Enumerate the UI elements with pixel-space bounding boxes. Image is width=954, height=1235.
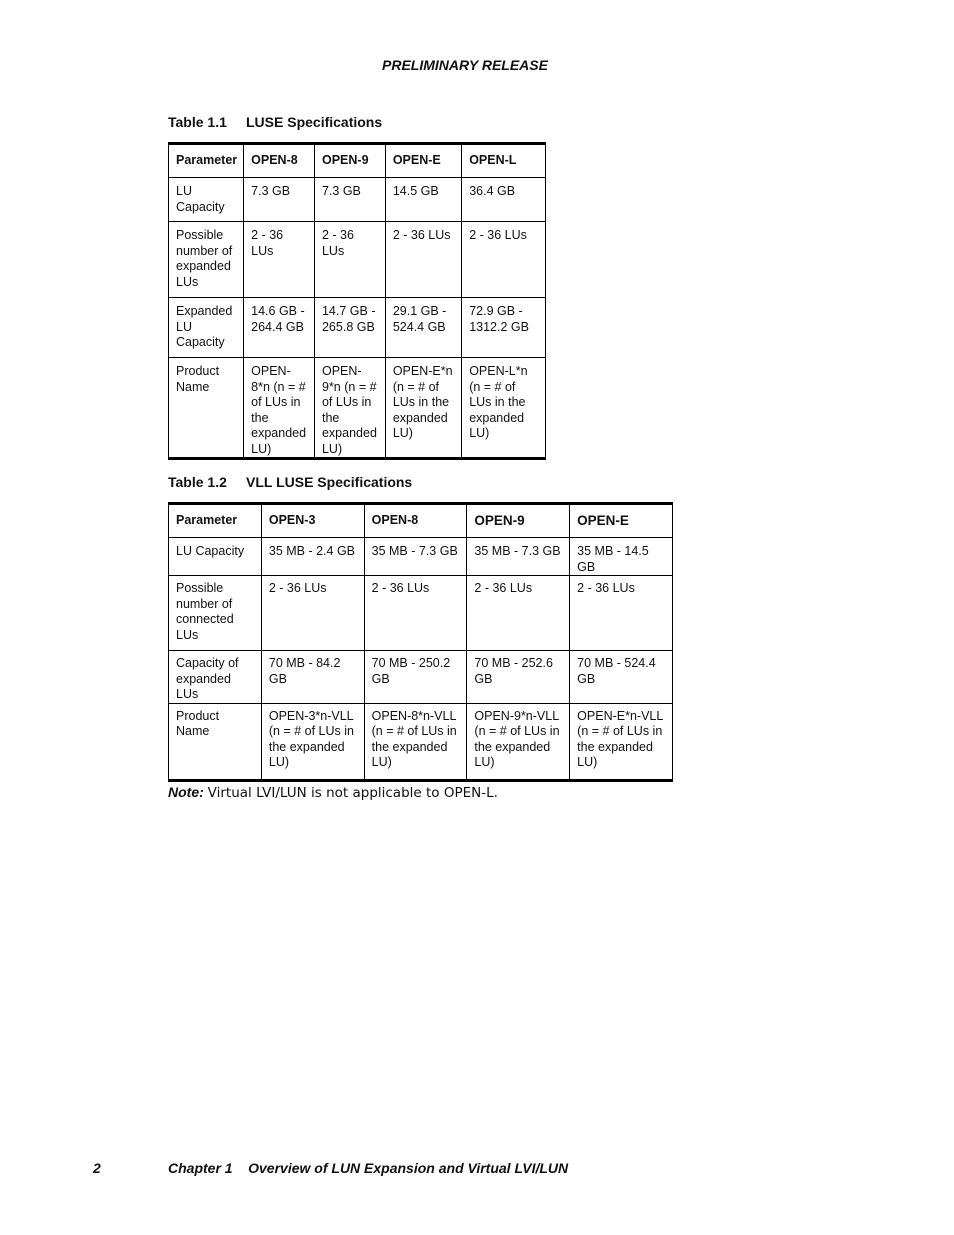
table-cell: 2 - 36 LUs <box>314 222 385 298</box>
row-label: Product Name <box>169 703 262 780</box>
note-text: Virtual LVI/LUN is not applicable to OPEN-L. <box>207 785 498 801</box>
table-header-row <box>169 144 546 178</box>
table-cell: OPEN-E*n-VLL (n = # of LUs in the expanded LU) <box>570 703 673 780</box>
table-cell: 29.1 GB - 524.4 GB <box>385 298 461 358</box>
table-cell: 70 MB - 524.4 GB <box>570 651 673 704</box>
table-cell: 14.7 GB - 265.8 GB <box>314 298 385 358</box>
table-cell: 35 MB - 7.3 GB <box>467 538 570 576</box>
table-row <box>169 222 546 298</box>
table-cell: 14.6 GB - 264.4 GB <box>244 298 315 358</box>
note <box>168 784 498 801</box>
table-cell: 72.9 GB - 1312.2 GB <box>462 298 546 358</box>
table-cell: OPEN-9*n (n = # of LUs in the expanded LU) <box>314 358 385 459</box>
row-label: LU Capacity <box>169 538 262 576</box>
column-header: OPEN-E <box>385 144 461 178</box>
table-row <box>169 298 546 358</box>
row-label: Product Name <box>169 358 244 459</box>
table2-number: Table 1.2 <box>168 474 227 490</box>
table-cell: 2 - 36 LUs <box>570 576 673 651</box>
column-header: OPEN-8 <box>364 504 467 538</box>
table-cell: 70 MB - 250.2 GB <box>364 651 467 704</box>
page-number: 2 <box>93 1160 101 1176</box>
table-cell: OPEN-8*n (n = # of LUs in the expanded LU) <box>244 358 315 459</box>
table-cell: 36.4 GB <box>462 178 546 222</box>
table-row <box>169 178 546 222</box>
table-cell: 2 - 36 LUs <box>462 222 546 298</box>
table-cell: 2 - 36 LUs <box>261 576 364 651</box>
table-cell: OPEN-E*n (n = # of LUs in the expanded LU) <box>385 358 461 459</box>
table-row <box>169 538 673 576</box>
vll-luse-specifications-table <box>168 502 673 782</box>
column-header: Parameter <box>169 144 244 178</box>
column-header: OPEN-8 <box>244 144 315 178</box>
table-cell: 2 - 36 LUs <box>385 222 461 298</box>
table-cell: OPEN-8*n-VLL (n = # of LUs in the expanded LU) <box>364 703 467 780</box>
column-header: OPEN-E <box>570 504 673 538</box>
table-row <box>169 651 673 704</box>
column-header: Parameter <box>169 504 262 538</box>
table-header-row <box>169 504 673 538</box>
table-cell: 2 - 36 LUs <box>364 576 467 651</box>
table-cell: 35 MB - 7.3 GB <box>364 538 467 576</box>
table-row <box>169 703 673 780</box>
row-label: Possible number of connected LUs <box>169 576 262 651</box>
table-cell: 7.3 GB <box>314 178 385 222</box>
table-cell: OPEN-3*n-VLL (n = # of LUs in the expanded LU) <box>261 703 364 780</box>
table-cell: 7.3 GB <box>244 178 315 222</box>
table-cell: 14.5 GB <box>385 178 461 222</box>
table2-title: VLL LUSE Specifications <box>246 474 413 490</box>
table-cell: 35 MB - 14.5 GB <box>570 538 673 576</box>
table2-caption <box>168 474 412 490</box>
table1-title: LUSE Specifications <box>246 114 383 130</box>
row-label: Expanded LU Capacity <box>169 298 244 358</box>
table-cell: OPEN-L*n (n = # of LUs in the expanded LU) <box>462 358 546 459</box>
table-row <box>169 358 546 459</box>
note-label: Note: <box>168 784 204 800</box>
column-header: OPEN-L <box>462 144 546 178</box>
row-label: LU Capacity <box>169 178 244 222</box>
table-cell: 70 MB - 84.2 GB <box>261 651 364 704</box>
row-label: Capacity of expanded LUs <box>169 651 262 704</box>
release-label: PRELIMINARY RELEASE <box>382 57 548 73</box>
chapter-title: Chapter 1 Overview of LUN Expansion and Virtual LVI/LUN <box>168 1160 569 1176</box>
row-label: Possible number of expanded LUs <box>169 222 244 298</box>
table-cell: 70 MB - 252.6 GB <box>467 651 570 704</box>
table-cell: 35 MB - 2.4 GB <box>261 538 364 576</box>
luse-specifications-table <box>168 142 546 460</box>
table-cell: 2 - 36 LUs <box>244 222 315 298</box>
table-cell: OPEN-9*n-VLL (n = # of LUs in the expanded LU) <box>467 703 570 780</box>
column-header: OPEN-3 <box>261 504 364 538</box>
table-row <box>169 576 673 651</box>
column-header: OPEN-9 <box>314 144 385 178</box>
table-cell: 2 - 36 LUs <box>467 576 570 651</box>
table1-number: Table 1.1 <box>168 114 227 130</box>
table1-caption <box>168 114 382 130</box>
column-header: OPEN-9 <box>467 504 570 538</box>
